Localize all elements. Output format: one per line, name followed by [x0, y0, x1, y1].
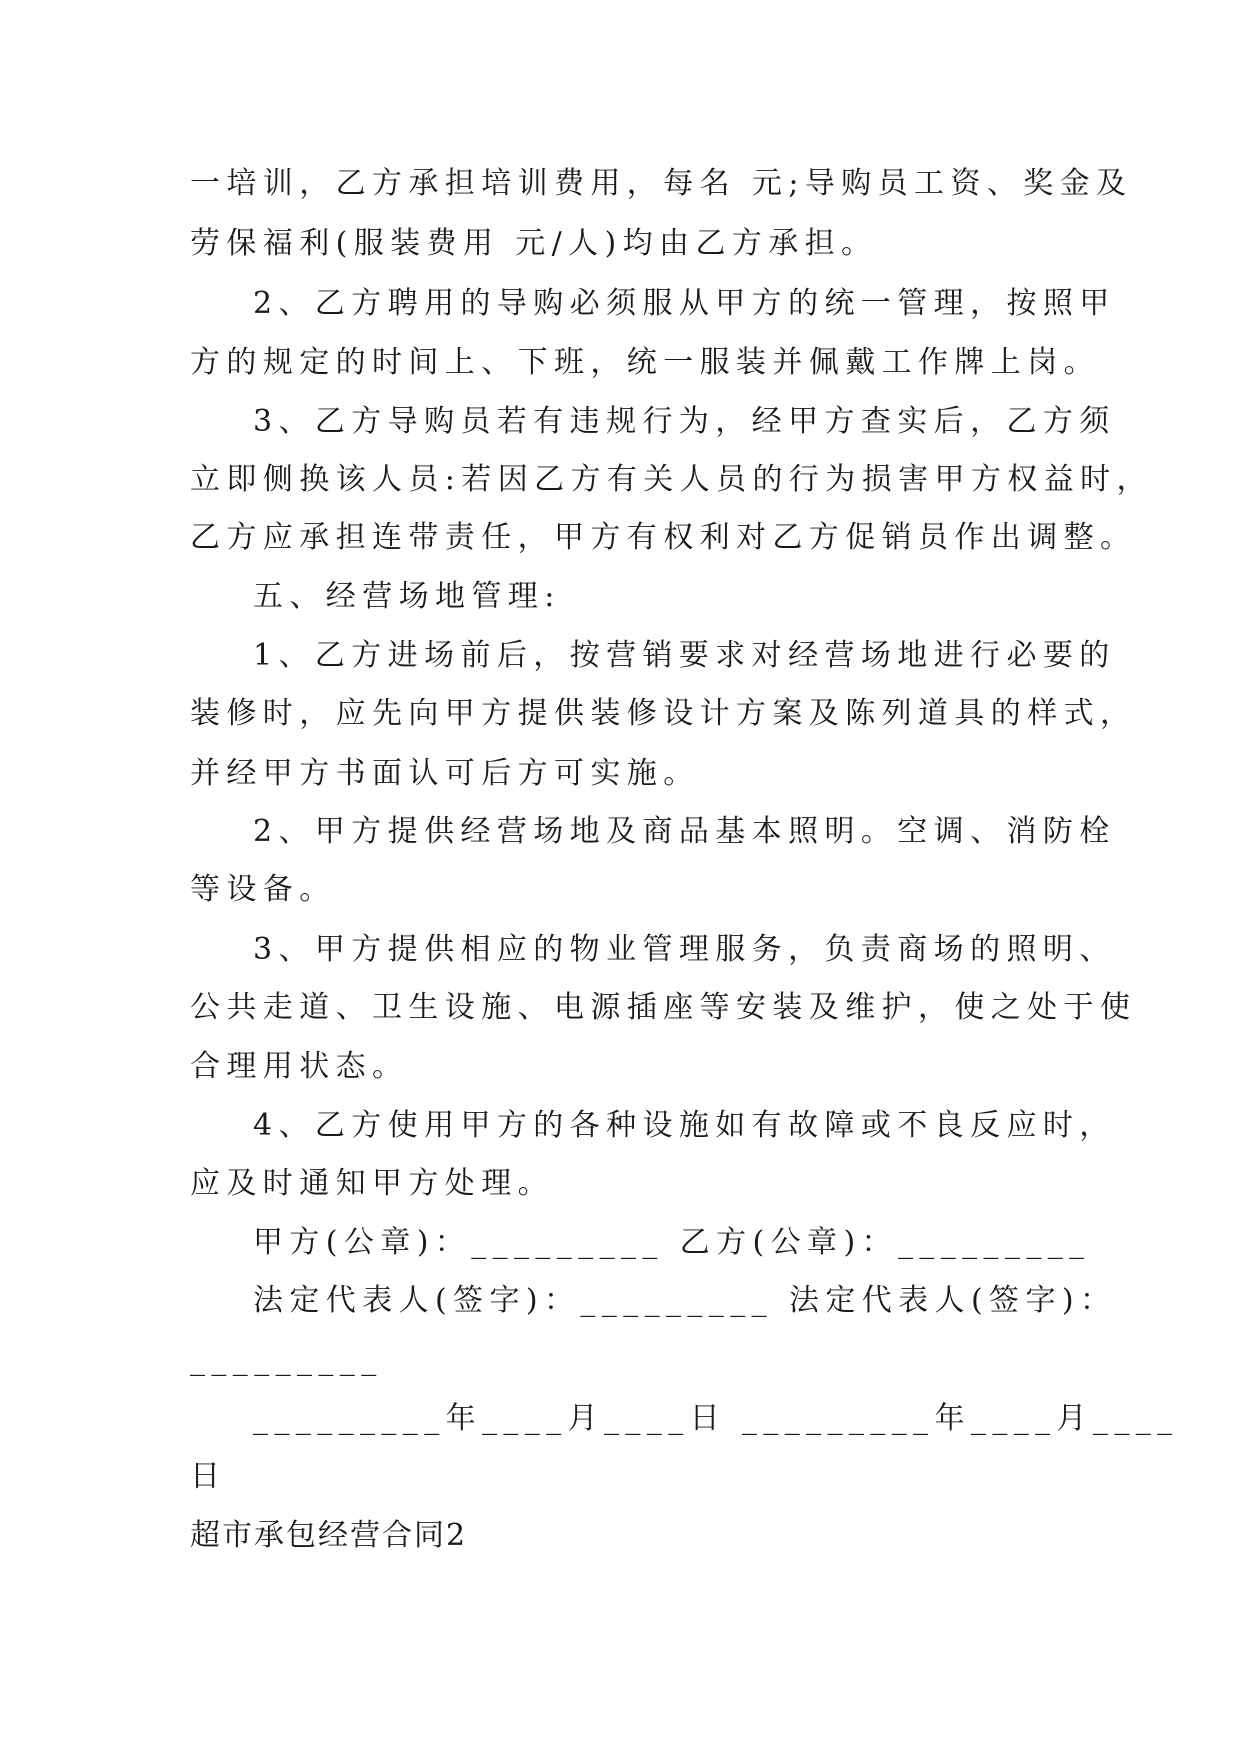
body-line: 等设备。	[190, 872, 336, 907]
body-line: 装修时，应先向甲方提供装修设计方案及陈列道具的样式，	[190, 696, 1137, 731]
body-line: 应及时通知甲方处理。	[190, 1166, 554, 1201]
contract-title: 超市承包经营合同2	[190, 1518, 468, 1553]
body-line: 劳保福利(服装费用 元/人)均由乙方承担。	[190, 226, 878, 261]
body-line: 乙方应承担连带责任，甲方有权利对乙方促销员作出调整。	[190, 520, 1137, 555]
signature-seal-line: 甲方(公章)：_________ 乙方(公章)：_________	[253, 1225, 1091, 1260]
signature-representative-line: 法定代表人(签字)：_________ 法定代表人(签字)：	[253, 1283, 1117, 1318]
clause-line: 4、乙方使用甲方的各种设施如有故障或不良反应时，	[253, 1108, 1116, 1143]
clause-line: 1、乙方进场前后，按营销要求对经营场地进行必要的	[253, 638, 1116, 673]
date-line: _________年____月____日 _________年____月____	[253, 1401, 1179, 1436]
clause-line: 3、甲方提供相应的物业管理服务，负责商场的照明、	[253, 932, 1116, 967]
signature-blank: _________	[190, 1342, 383, 1377]
section-heading: 五、经营场地管理:	[253, 579, 561, 614]
body-line: 合理用状态。	[190, 1049, 409, 1084]
body-line: 并经甲方书面认可后方可实施。	[190, 756, 700, 791]
body-line: 立即侧换该人员:若因乙方有关人员的行为损害甲方权益时，	[190, 462, 1153, 497]
body-line: 方的规定的时间上、下班，统一服装并佩戴工作牌上岗。	[190, 345, 1100, 380]
clause-line: 3、乙方导购员若有违规行为，经甲方查实后，乙方须	[253, 404, 1116, 439]
clause-line: 2、甲方提供经营场地及商品基本照明。空调、消防栓	[253, 814, 1116, 849]
date-line-continued: 日	[190, 1459, 227, 1494]
body-line: 一培训，乙方承担培训费用，每名 元;导购员工资、奖金及	[190, 166, 1133, 201]
clause-line: 2、乙方聘用的导购必须服从甲方的统一管理，按照甲	[253, 286, 1116, 321]
body-line: 公共走道、卫生设施、电源插座等安装及维护，使之处于使	[190, 990, 1137, 1025]
